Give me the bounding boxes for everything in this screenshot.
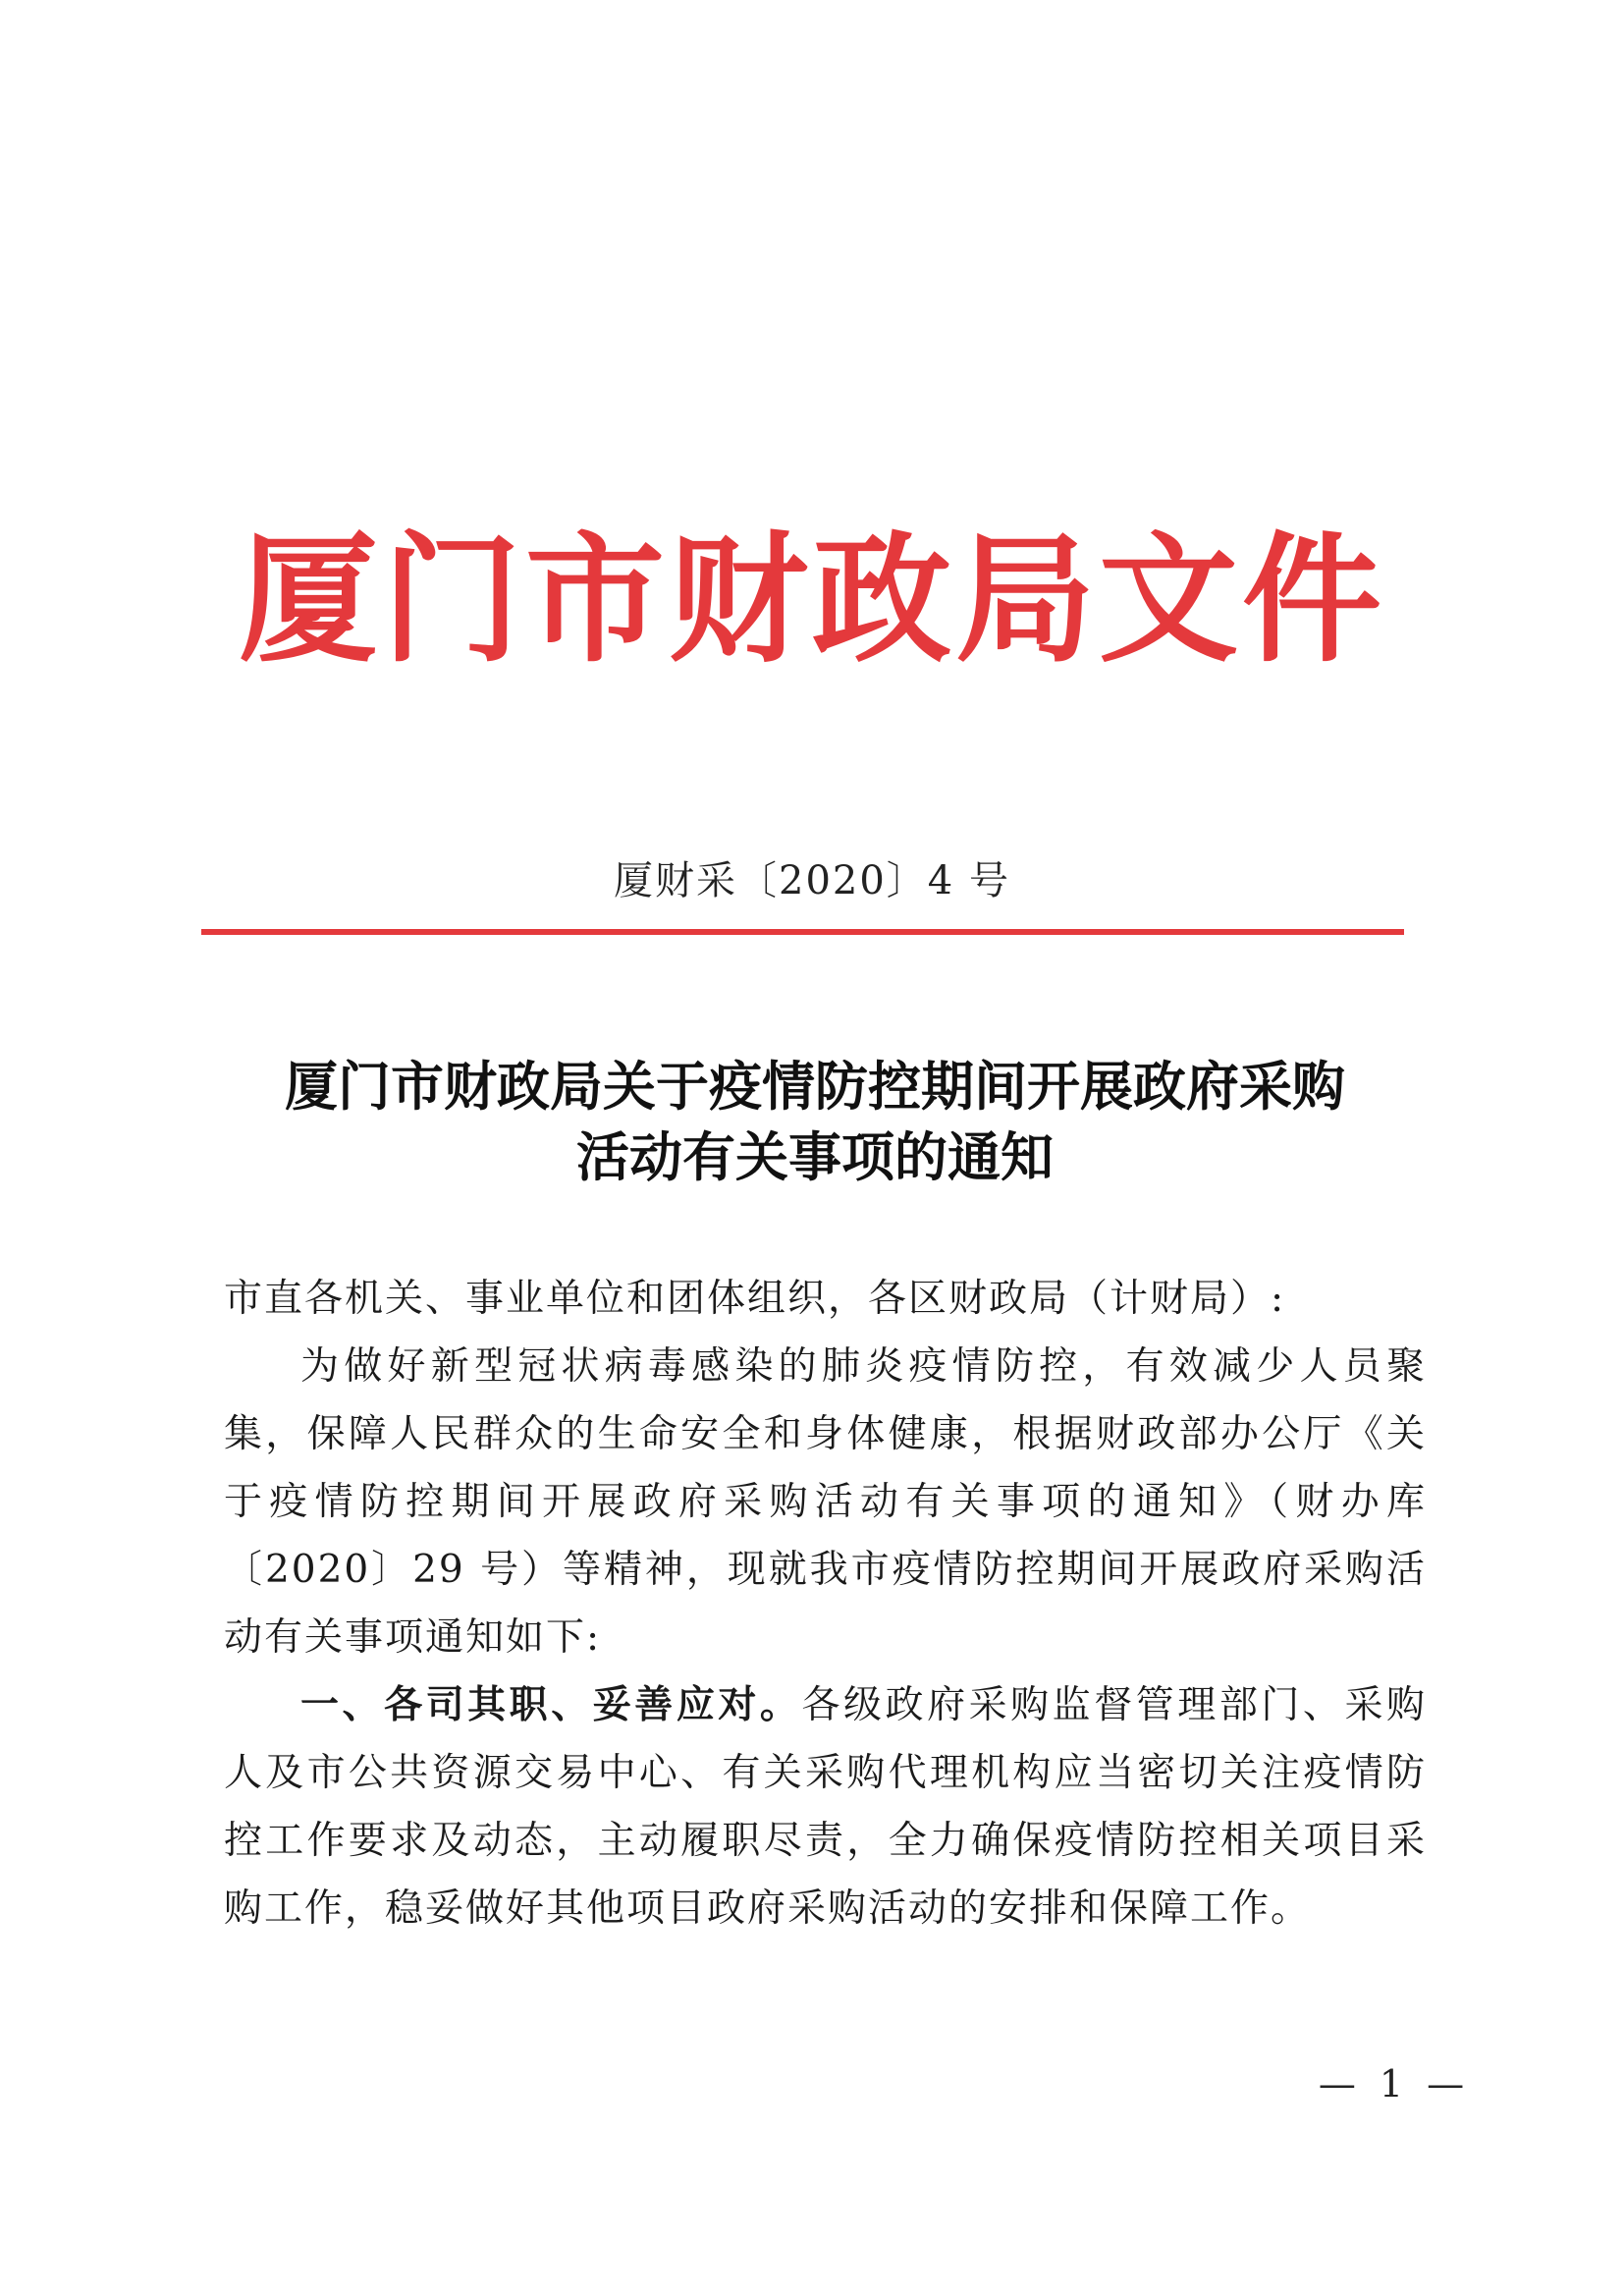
document-body [224, 1265, 1427, 1942]
title-line-2: 活动有关事项的通知 [576, 1125, 1054, 1188]
document-title [177, 1051, 1453, 1192]
red-divider-line [201, 929, 1404, 935]
document-masthead: 厦门市财政局文件 [239, 519, 1385, 682]
paragraph-section-1 [224, 1671, 1427, 1942]
document-number: 厦财采〔2020〕4 号 [614, 858, 1010, 903]
section-text: 各级政府采购监督管理部门、采购人及市公共资源交易中心、有关采购代理机构应当密切关注疫情防控工作要求及动态，主动履职尽责，全力确保疫情防控相关项目采购工作，稳妥做好其他项目政府采购活动的安排和保障工作。 [224, 1683, 1427, 1931]
paragraph-intro: 为做好新型冠状病毒感染的肺炎疫情防控，有效减少人员聚集，保障人民群众的生命安全和身体健康，根据财政部办公厅《关于疫情防控期间开展政府采购活动有关事项的通知》（财办库〔2020〕29 号）等精神，现就我市疫情防控期间开展政府采购活动有关事项通知如下: [224, 1344, 1427, 1660]
title-line-1: 厦门市财政局关于疫情防控期间开展政府采购 [285, 1055, 1345, 1118]
section-heading: 一、各司其职、妥善应对。 [300, 1683, 802, 1727]
page-number: — 1 — [1318, 2062, 1471, 2105]
salutation: 市直各机关、事业单位和团体组织，各区财政局（计财局）: [224, 1277, 1286, 1321]
